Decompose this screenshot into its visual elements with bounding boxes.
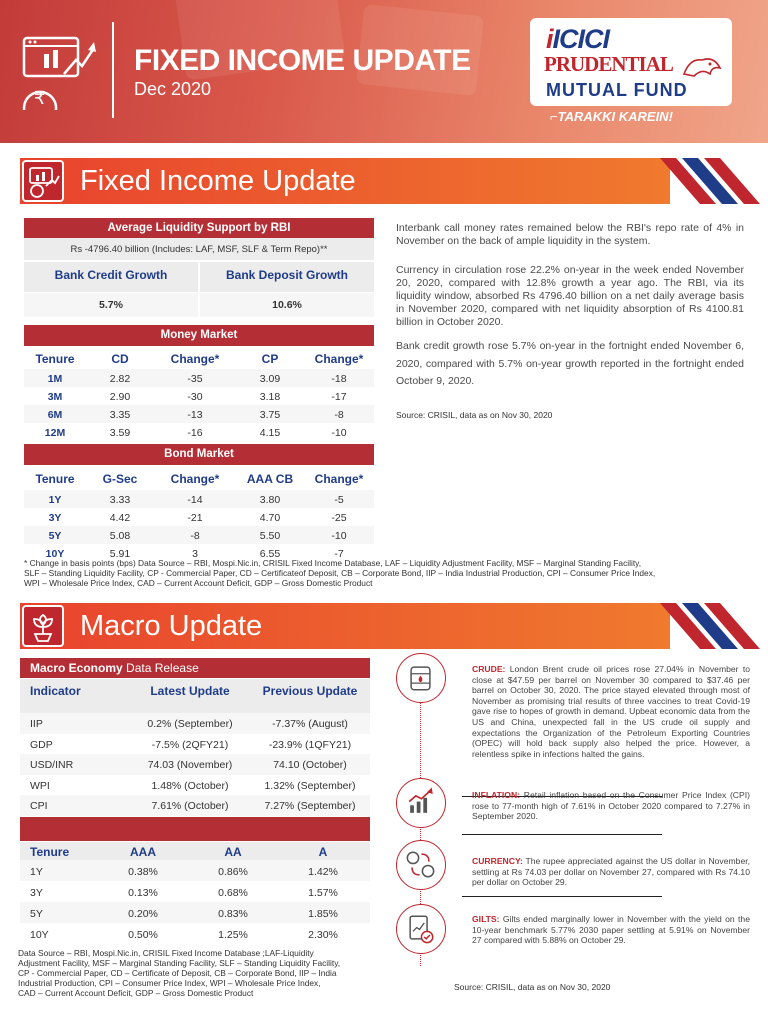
column-header: AAA CB: [246, 472, 294, 486]
footnote-line: Adjustment Facility, MSF – Marginal Standing Facility, SLF – Standing Liquidity Facility,: [18, 958, 341, 968]
table-cell: -7: [334, 548, 344, 560]
table-cell: 3Y: [48, 512, 62, 524]
table-cell: -7.5% (2QFY21): [151, 738, 229, 751]
table-cell: 5.91: [109, 548, 131, 560]
banner-stripes: [660, 603, 768, 649]
item-text: London Brent crude oil prices rose 27.04% in November to close at $47.59 per barrel on November 30 compared to $37.46 per barrel on October 30, 2020. The price stayed elevated through most of November as promising trial results of three vaccines to treat Covid-19 gave rise to hopes of growth in demand. Upbeat economic data from the US and China, unexpected fall in the US crude oil supply and expectations the Organization of the Petroleum Exporting Countries (OPEC) will hold back supply also helped the price. However, a relentless spike in infections halted the gains.: [472, 664, 750, 759]
table-cell: 1.85%: [308, 908, 338, 920]
macro-source: Source: CRISIL, data as on Nov 30, 2020: [454, 982, 611, 992]
column-header: CP: [261, 352, 279, 366]
item-label: INFLATION:: [472, 790, 521, 800]
report-title: FIXED INCOME UPDATE: [134, 44, 471, 77]
table-cell: WPI: [30, 779, 50, 792]
table-cell: 0.13%: [128, 887, 158, 899]
column-header: Tenure: [35, 472, 75, 486]
table-cell: -21: [187, 512, 203, 524]
section-title: Fixed Income Update: [80, 165, 356, 197]
rising-chart-icon: [397, 779, 444, 826]
table-cell: -17: [331, 391, 347, 403]
table-cell: 1.25%: [218, 929, 248, 941]
liquidity-support-value: Rs -4796.40 billion (Includes: LAF, MSF, SLF & Term Repo)**: [70, 244, 328, 255]
table-cell: 4.42: [109, 512, 131, 524]
logo-tagline: ⌐TARAKKI KAREIN!: [550, 109, 673, 124]
column-header: Previous Update: [262, 684, 358, 698]
table-cell: 4.15: [259, 427, 281, 439]
table-cell: 5.08: [109, 530, 131, 542]
table-cell: -10: [331, 427, 347, 439]
fixed-income-icon: [24, 162, 62, 200]
table-cell: 10Y: [30, 929, 49, 941]
table-cell: USD/INR: [30, 759, 74, 771]
column-header: Tenure: [30, 845, 70, 859]
paragraph-currency: Currency in circulation rose 22.2% on-year in the week ended November 20, 2020, compared with 12.8% growth a year ago. The RBI, via its liquidity window, absorbed Rs 4796.40 billion on a net daily average basis in November 2020, compared with net liquidity absorption of Rs 4100.81 billion in October 2020.: [396, 264, 744, 328]
paragraph-call-money: Interbank call money rates remained below the RBI's repo rate of 4% in November on the back of ample liquidity in the system.: [396, 222, 744, 247]
logo-mutual-fund: MUTUAL FUND: [546, 80, 688, 100]
table-cell: -7.37% (August): [272, 718, 348, 730]
logo-icici: iICICI: [546, 24, 610, 54]
bank-credit-growth-label: Bank Credit Growth: [54, 268, 168, 282]
fixed-income-footnote: [24, 558, 764, 588]
paragraph-bank-credit: Bank credit growth rose 5.7% on-year in the fortnight ended November 6, 2020, compared with 5.7% on-year growth reported in the fortnight ended October 9, 2020.: [396, 340, 744, 387]
table-cell: 10Y: [45, 548, 65, 560]
table-cell: 6M: [47, 409, 63, 421]
table-cell: 3.18: [259, 391, 281, 403]
column-header: Change*: [314, 352, 364, 366]
item-text: Retail inflation based on the Consumer Price Index (CPI) rose to 77-month high of 7.61% in October 2020 compared to 7.27% in September 2020.: [472, 790, 750, 822]
inflation-icon-circle: [396, 778, 446, 828]
item-label: CRUDE:: [472, 664, 506, 674]
table-cell: -5: [334, 494, 344, 506]
table-cell: 0.2% (September): [147, 718, 233, 730]
bank-credit-growth-value: 5.7%: [99, 299, 123, 311]
section-title: Macro Update: [80, 610, 263, 642]
table-cell: GDP: [30, 738, 53, 751]
table-cell: -13: [187, 409, 203, 421]
table-cell: 2.82: [109, 373, 131, 385]
table-cell: 0.50%: [128, 929, 158, 941]
macro-item-crude: [472, 664, 750, 759]
lion-icon: [680, 54, 724, 80]
table-cell: 2.90: [109, 391, 131, 403]
growth-plant-icon: [24, 607, 62, 645]
banner-icon-box: [22, 160, 64, 202]
table-cell: -35: [187, 373, 203, 385]
logo-prudential: PRUDENTIAL: [544, 52, 673, 76]
footnote-line: WPI – Wholesale Price Index, CAD – Current Account Deficit, GDP – Gross Domestic Product: [24, 578, 373, 588]
table-cell: -18: [331, 373, 347, 385]
oil-barrel-icon: [397, 654, 444, 701]
footnote-line: CP - Commercial Paper, CD – Certificate of Deposit, CB – Corporate Bond, IIP – India: [18, 968, 337, 978]
item-text: Gilts ended marginally lower in November with the yield on the 10-year benchmark 5.77% 2030 paper settling at 5.91% on November 27 compared with 5.88% on October 29.: [472, 914, 750, 946]
column-header: Change*: [314, 472, 364, 486]
column-header: Latest Update: [150, 684, 230, 698]
table-cell: 2.30%: [308, 929, 338, 941]
macro-item-currency: [472, 856, 750, 888]
bank-deposit-growth-label: Bank Deposit Growth: [225, 268, 348, 282]
fixed-income-source: Source: CRISIL, data as on Nov 30, 2020: [396, 410, 553, 420]
macro-footnote: [18, 948, 386, 998]
table-cell: 3M: [47, 391, 63, 403]
table-cell: 3.59: [109, 427, 131, 439]
footnote-line: Industrial Production, CPI – Consumer Price Index, WPI – Wholesale Price Index,: [18, 978, 321, 988]
footnote-line: CAD – Current Account Deficit, GDP – Gross Domestic Product: [18, 988, 254, 998]
finance-chart-icon: [20, 30, 100, 110]
banner-icon-box: [22, 605, 64, 647]
divider-line: [462, 834, 662, 835]
item-label: CURRENCY:: [472, 856, 523, 866]
table-cell: 12M: [44, 427, 66, 439]
footnote-line: SLF – Standing Liquidity Facility, CP - Commercial Paper, CD – Certificateof Deposit, CB – Corporate Bond, IIP – India Industrial Production, CPI – Consumer Price Index,: [24, 568, 656, 578]
currency-exchange-icon: [397, 841, 444, 888]
table-cell: 1Y: [48, 494, 62, 506]
fixed-income-banner: [0, 158, 768, 204]
table-cell: -14: [187, 494, 203, 506]
ratings-table-header-bar: [20, 817, 370, 841]
column-header: G-Sec: [102, 472, 138, 486]
table-cell: 0.20%: [128, 908, 158, 920]
item-label: GILTS:: [472, 914, 500, 924]
footnote-line: Data Source – RBI, Mospi.Nic.in, CRISIL Fixed Income Database ;LAF-Liquidity: [18, 948, 314, 958]
gilts-icon-circle: [396, 904, 446, 954]
company-logo: [530, 18, 732, 130]
table-cell: -23.9% (1QFY21): [268, 738, 352, 751]
macro-item-inflation: [472, 790, 750, 822]
table-cell: 3.80: [259, 494, 281, 506]
table-cell: 1.32% (September): [264, 779, 356, 792]
table-cell: 7.61% (October): [151, 800, 229, 812]
macro-release-header: [20, 658, 370, 678]
footnote-line: * Change in basis points (bps) Data Source – RBI, Mospi.Nic.in, CRISIL Fixed Income Database, LAF – Liquidity Adjustment Facility, MSF – Marginal Standing Facility,: [24, 558, 642, 568]
table-cell: IIP: [30, 718, 43, 730]
table-cell: 5Y: [48, 530, 62, 542]
table-cell: 1.57%: [308, 887, 338, 899]
macro-header-rest: Data Release: [122, 661, 199, 675]
table-cell: 3Y: [30, 887, 43, 899]
header-divider: [112, 22, 114, 118]
table-cell: 3.75: [259, 409, 281, 421]
column-header: Tenure: [35, 352, 75, 366]
table-cell: 0.83%: [218, 908, 248, 920]
report-header: [0, 0, 768, 143]
table-cell: 5.50: [259, 530, 281, 542]
table-cell: 3.09: [259, 373, 281, 385]
table-cell: 0.38%: [128, 866, 158, 878]
divider-line: [462, 896, 662, 897]
column-header: Change*: [170, 352, 220, 366]
bond-market-header: Bond Market: [24, 444, 374, 465]
table-cell: 7.27% (September): [264, 800, 356, 812]
table-cell: CPI: [30, 800, 48, 812]
table-cell: 5Y: [30, 908, 43, 920]
logo-mark-icon: i: [546, 24, 553, 54]
macro-banner: [0, 603, 768, 649]
liquidity-table-header: Average Liquidity Support by RBI: [24, 218, 374, 238]
column-header: A: [318, 845, 328, 859]
table-cell: 1.42%: [308, 866, 338, 878]
table-cell: 0.68%: [218, 887, 248, 899]
table-cell: -25: [331, 512, 347, 524]
money-market-header: Money Market: [24, 325, 374, 346]
table-cell: 1.48% (October): [151, 779, 229, 792]
table-cell: 3.33: [109, 494, 131, 506]
column-header: Indicator: [30, 684, 81, 698]
bond-document-icon: [397, 905, 444, 952]
column-header: Change*: [170, 472, 220, 486]
bank-deposit-growth-value: 10.6%: [272, 299, 302, 311]
banner-stripes: [660, 158, 768, 204]
table-cell: -16: [187, 427, 203, 439]
crude-oil-icon-circle: [396, 653, 446, 703]
table-cell: 6.55: [259, 548, 281, 560]
table-cell: -30: [187, 391, 203, 403]
table-cell: -8: [334, 409, 344, 421]
column-header: CD: [111, 352, 129, 366]
column-header: AA: [224, 845, 242, 859]
table-cell: 1M: [47, 373, 63, 385]
table-cell: 3.35: [109, 409, 131, 421]
macro-header-bold: Macro Economy: [30, 661, 123, 675]
svg-text:₹: ₹: [34, 88, 46, 109]
table-cell: 0.86%: [218, 866, 248, 878]
macro-item-gilts: [472, 914, 750, 946]
table-cell: 3: [192, 548, 198, 560]
report-date: Dec 2020: [134, 79, 212, 99]
table-cell: -8: [190, 530, 200, 542]
column-header: AAA: [130, 845, 156, 859]
item-text: The rupee appreciated against the US dollar in November, settling at Rs 74.03 per dollar on November 27, compared with Rs 74.10 per dollar on October 29.: [472, 856, 750, 888]
table-cell: -10: [331, 530, 347, 542]
table-cell: 74.03 (November): [147, 759, 233, 771]
table-cell: 74.10 (October): [273, 759, 347, 771]
table-cell: 4.70: [259, 512, 281, 524]
currency-icon-circle: [396, 840, 446, 890]
table-cell: 1Y: [30, 866, 43, 878]
